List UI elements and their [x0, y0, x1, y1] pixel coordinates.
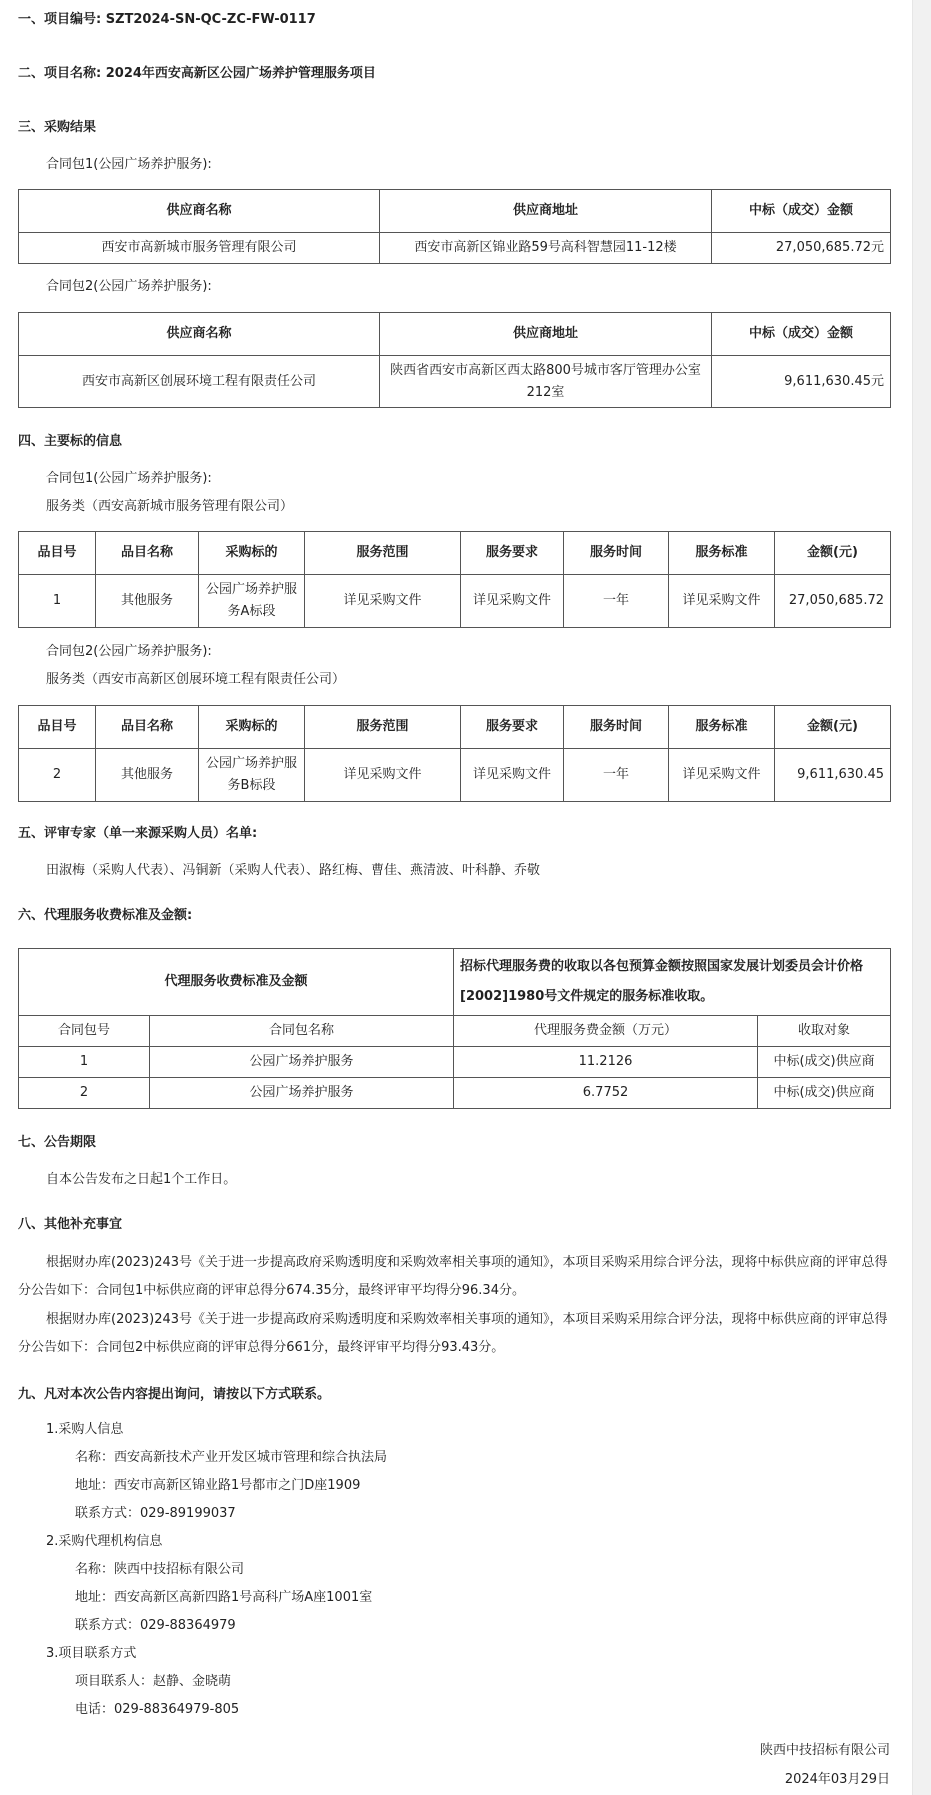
- buyer-phone: 联系方式：029-89199037: [75, 1506, 236, 1521]
- experts-list: 田淑梅（采购人代表）、冯铜新（采购人代表）、路红梅、曹佳、燕清波、叶科静、乔敬: [46, 863, 541, 878]
- section-notice-period-title: 七、公告期限: [18, 1135, 97, 1150]
- table-cell: 详见采购文件: [669, 575, 775, 628]
- table-cell: 详见采购文件: [461, 575, 564, 628]
- project-number-label: 一、项目编号:: [18, 12, 102, 27]
- result-pkg1-label: 合同包1(公园广场养护服务):: [46, 157, 212, 172]
- table-header: 代理服务费金额（万元）: [454, 1016, 758, 1047]
- project-name-label: 二、项目名称:: [18, 66, 102, 81]
- buyer-address: 地址：西安市高新区锦业路1号都市之门D座1909: [75, 1478, 361, 1493]
- table-cell: 公园广场养护服务: [150, 1078, 454, 1109]
- table-header: 金额(元): [775, 532, 891, 575]
- table-header: 供应商名称: [19, 313, 380, 356]
- table-header-row: [19, 949, 891, 1016]
- table-header: 服务时间: [564, 532, 669, 575]
- section-supplement-title: 八、其他补充事宜: [18, 1217, 123, 1232]
- table-cell: 2: [19, 749, 96, 802]
- table-header: 供应商名称: [19, 190, 380, 233]
- table-row: [19, 233, 891, 264]
- table-header: 品目名称: [96, 706, 199, 749]
- supplier-name: 西安市高新区创展环境工程有限责任公司: [19, 356, 380, 408]
- table-header-row: [19, 1016, 891, 1047]
- table-header: 服务要求: [461, 532, 564, 575]
- fee-standard-text: 招标代理服务费的收取以各包预算金额按照国家发展计划委员会计价格[2002]1980号文件规定的服务标准收取。: [454, 949, 891, 1016]
- table-header: 品目名称: [96, 532, 199, 575]
- table-cell: 中标(成交)供应商: [758, 1078, 891, 1109]
- signature-org: 陕西中技招标有限公司: [759, 1743, 890, 1758]
- items-pkg1-label: 合同包1(公园广场养护服务):: [46, 471, 212, 486]
- table-header-row: [19, 532, 891, 575]
- award-amount: 9,611,630.45元: [712, 356, 891, 408]
- table-cell: 1: [19, 575, 96, 628]
- result-table-pkg2: [18, 312, 891, 408]
- table-header: 合同包名称: [150, 1016, 454, 1047]
- supplier-name: 西安市高新城市服务管理有限公司: [19, 233, 380, 264]
- table-header: 服务标准: [669, 532, 775, 575]
- table-row: [19, 1078, 891, 1109]
- result-table-pkg1: [18, 189, 891, 264]
- section-experts-title: 五、评审专家（单一来源采购人员）名单:: [18, 826, 258, 841]
- table-header: 服务要求: [461, 706, 564, 749]
- buyer-info-title: 1.采购人信息: [46, 1422, 124, 1437]
- table-cell: 27,050,685.72: [775, 575, 891, 628]
- project-contact-person: 项目联系人：赵静、金晓萌: [75, 1674, 232, 1689]
- table-cell: 2: [19, 1078, 150, 1109]
- items-table-pkg2: [18, 705, 891, 802]
- table-header: 中标（成交）金额: [712, 190, 891, 233]
- table-header: 收取对象: [758, 1016, 891, 1047]
- project-contact-phone: 电话：029-88364979-805: [75, 1702, 240, 1717]
- items-pkg2-type: 服务类（西安市高新区创展环境工程有限责任公司）: [46, 672, 346, 687]
- table-cell: 详见采购文件: [305, 575, 461, 628]
- table-cell: 一年: [564, 749, 669, 802]
- table-cell: 公园广场养护服务B标段: [199, 749, 305, 802]
- fee-standard-label: 代理服务收费标准及金额: [19, 949, 454, 1016]
- table-cell: 其他服务: [96, 749, 199, 802]
- supplier-address: 陕西省西安市高新区西太路800号城市客厅管理办公室212室: [380, 356, 712, 408]
- table-row: [19, 356, 891, 408]
- vertical-scrollbar[interactable]: [912, 0, 931, 1795]
- table-header: 品目号: [19, 532, 96, 575]
- section-contact-title: 九、凡对本次公告内容提出询问，请按以下方式联系。: [18, 1387, 331, 1402]
- table-header: 合同包号: [19, 1016, 150, 1047]
- table-header: 供应商地址: [380, 313, 712, 356]
- table-row: [19, 575, 891, 628]
- items-table-pkg1: [18, 531, 891, 628]
- agency-fee-table: [18, 948, 891, 1109]
- table-header: 中标（成交）金额: [712, 313, 891, 356]
- project-number-value: SZT2024-SN-QC-ZC-FW-0117: [105, 12, 316, 27]
- supplier-address: 西安市高新区锦业路59号高科智慧园11-12楼: [380, 233, 712, 264]
- buyer-name: 名称：西安高新技术产业开发区城市管理和综合执法局: [75, 1450, 388, 1465]
- section-agency-fee-title: 六、代理服务收费标准及金额:: [18, 908, 193, 923]
- table-header: 金额(元): [775, 706, 891, 749]
- table-header: 服务时间: [564, 706, 669, 749]
- table-header: 采购标的: [199, 706, 305, 749]
- table-cell: 详见采购文件: [669, 749, 775, 802]
- agent-phone: 联系方式：029-88364979: [75, 1618, 236, 1633]
- supplement-paragraph-2: 根据财办库(2023)243号《关于进一步提高政府采购透明度和采购效率相关事项的通知》，本项目采购采用综合评分法，现将中标供应商的评审总得分公告如下：合同包2中标供应商的评审总得分661分，最终评审平均得分93.43分。: [18, 1312, 888, 1355]
- table-header: 供应商地址: [380, 190, 712, 233]
- result-pkg2-label: 合同包2(公园广场养护服务):: [46, 279, 212, 294]
- table-cell: 1: [19, 1047, 150, 1078]
- table-cell: 9,611,630.45: [775, 749, 891, 802]
- table-cell: 详见采购文件: [305, 749, 461, 802]
- items-pkg1-type: 服务类（西安高新城市服务管理有限公司）: [46, 499, 294, 514]
- table-cell: 公园广场养护服务: [150, 1047, 454, 1078]
- table-cell: 详见采购文件: [461, 749, 564, 802]
- table-header: 服务范围: [305, 532, 461, 575]
- table-header: 服务标准: [669, 706, 775, 749]
- table-header-row: [19, 313, 891, 356]
- section-main-items-title: 四、主要标的信息: [18, 434, 123, 449]
- project-name-value: 2024年西安高新区公园广场养护管理服务项目: [105, 66, 376, 81]
- table-cell: 公园广场养护服务A标段: [199, 575, 305, 628]
- signature-date: 2024年03月29日: [784, 1772, 890, 1787]
- table-header-row: [19, 706, 891, 749]
- notice-period-text: 自本公告发布之日起1个工作日。: [46, 1172, 237, 1187]
- award-amount: 27,050,685.72元: [712, 233, 891, 264]
- project-number: [18, 10, 316, 30]
- table-header: 服务范围: [305, 706, 461, 749]
- agent-name: 名称：陕西中技招标有限公司: [75, 1562, 245, 1577]
- table-cell: 6.7752: [454, 1078, 758, 1109]
- section-procurement-result-title: 三、采购结果: [18, 120, 97, 135]
- table-header: 采购标的: [199, 532, 305, 575]
- table-row: [19, 1047, 891, 1078]
- items-pkg2-label: 合同包2(公园广场养护服务):: [46, 644, 212, 659]
- agent-address: 地址：西安高新区高新四路1号高科广场A座1001室: [75, 1590, 373, 1605]
- table-cell: 11.2126: [454, 1047, 758, 1078]
- supplement-paragraph-1: 根据财办库(2023)243号《关于进一步提高政府采购透明度和采购效率相关事项的通知》，本项目采购采用综合评分法，现将中标供应商的评审总得分公告如下：合同包1中标供应商的评审总得分674.35分，最终评审平均得分96.34分。: [18, 1255, 888, 1298]
- agent-info-title: 2.采购代理机构信息: [46, 1534, 163, 1549]
- table-cell: 中标(成交)供应商: [758, 1047, 891, 1078]
- table-header: 品目号: [19, 706, 96, 749]
- table-cell: 一年: [564, 575, 669, 628]
- table-row: [19, 749, 891, 802]
- project-name: [18, 64, 376, 84]
- table-header-row: [19, 190, 891, 233]
- project-contact-title: 3.项目联系方式: [46, 1646, 137, 1661]
- table-cell: 其他服务: [96, 575, 199, 628]
